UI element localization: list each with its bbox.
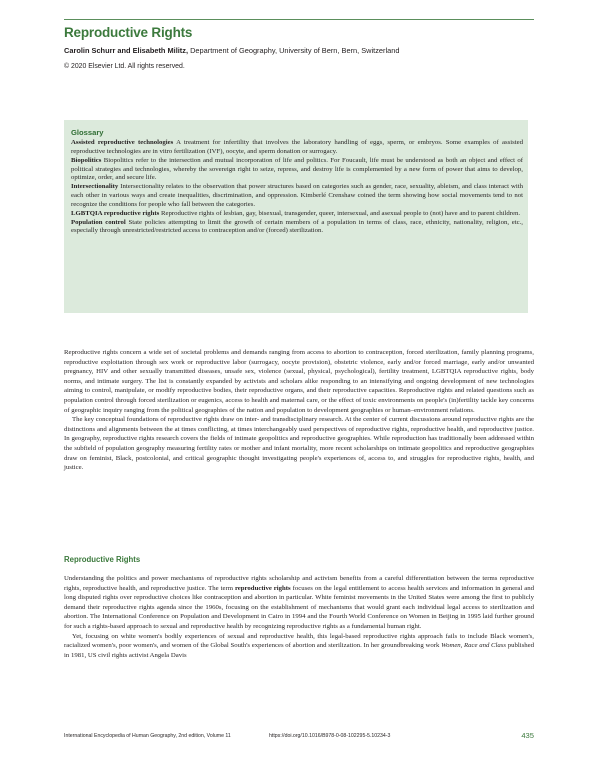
author-names: Carolin Schurr and Elisabeth Militz,: [64, 46, 189, 55]
glossary-term: Intersectionality: [71, 183, 119, 191]
glossary-term: Assisted reproductive technologies: [71, 139, 174, 146]
footer-journal: International Encyclopedia of Human Geography, 2nd edition, Volume 11: [64, 733, 231, 739]
glossary-box: [64, 120, 528, 313]
page-number: 435: [521, 731, 534, 740]
glossary-term: Population control: [71, 218, 126, 226]
top-rule: [64, 19, 534, 20]
section-p1-start: Understanding the politics and power mechanisms of reproductive rights scholarship and activism benefits from a careful differentiation between the terms reproductive rights, reproductive health, and reproductive justice. The term: [64, 575, 534, 592]
affiliation: Department of Geography, University of Bern, Bern, Switzerland: [188, 46, 400, 55]
section-text: [64, 574, 534, 660]
glossary-definition: Biopolitics refer to the intersection and mutual incorporation of life and politics. For Foucault, life must be understood as both an object and effect of political strategies and technologies, whereby the sovereign right to seize, repress, and destroy life is complemented by a new form of power that aims to develop, optimize, order, and secure life.: [71, 156, 523, 182]
glossary-definition: Intersectionality relates to the observation that power structures based on categories such as gender, race, sexuality, ableism, and class interact with each other in various ways and create inequalities, discrimination, and oppression. Kimberlé Crenshaw coined the term showing how social movements tend to not recognize the conditions for people who fall between the categories.: [71, 183, 523, 208]
intro-paragraph-1: Reproductive rights concern a wide set of societal problems and demands ranging from access to abortion to contraception, forced sterilization, family planning programs, reproductive exploitation through sex work or reproductive labor (surrogacy, oocyte provision), obstetric violence, early and/or forced marriage, early and/or unwanted pregnancy, HIV and other sexually transmitted diseases, unsafe sex, violence (sexual, physical, psychological), fertility treatment, LGBTQIA reproductive rights, body norms, and intimate surgery. The list is constantly expanded by activists and scholars alike responding to an intensifying and ongoing development of new technologies aiming to control, manipulate, or modify reproductive bodies, their reproductive organs, and their reproductive capacities. Reproductive rights and related questions such as population control through forced sterilization or eugenics, access to health and maternal care, or the effect of toxic environments on people's (in)fertility tackle key concerns of geographic inquiry ranging from the political geographies of the nation and population to development geographies or human–environment relations.: [64, 349, 534, 414]
section-p2-end: published in 1981, US civil rights activist Angela Davis: [64, 642, 534, 659]
glossary-term: Biopolitics: [71, 156, 102, 164]
section-p1-end: focuses on the legal entitlement to access health services and information in general and long disputed rights over reproductive choices like contraception and abortion in particular. White feminist movements in the United States were among the first to publicly demand their reproductive rights agenda since the 1960s, focusing on the establishment of mechanisms that would grant each individual legal access to sterilization and abortion. The International Conference on Population and Development in Cairo in 1994 and the Fourth World Conference on Women in Beijing in 1995 laid further ground for such a rights-based approach to sexual and reproductive health by recognizing reproductive rights as a fundamental human right.: [64, 584, 534, 630]
section-p2-start: Yet, focusing on white women's bodily experiences of sexual and reproductive health, this legal-based reproductive rights approach fails to include Black women's, racialized women's, poor women's, and women of the Global South's experiences of abortion and sterilization. In her groundbreaking work: [64, 632, 534, 650]
section-heading: Reproductive Rights: [64, 555, 141, 564]
section-paragraph-1: [64, 574, 534, 632]
section-p1-term: reproductive rights: [234, 584, 291, 592]
glossary-definition: Reproductive rights of lesbian, gay, bisexual, transgender, queer, intersexual, and asexual people to (not) have and to parent children.: [159, 209, 521, 217]
authors-line: [64, 46, 399, 55]
glossary-definition: State policies attempting to limit the growth of certain members of a population in terms of class, race, ethnicity, nationality, religion, etc., especially through unrestricted/restricted access to contraception and/or (forced) sterilization.: [71, 218, 523, 235]
page-title: Reproductive Rights: [64, 25, 193, 40]
intro-paragraph-2: The key conceptual foundations of reproductive rights draw on inter- and transdisciplinary research. At the center of current discussions around reproductive rights are the distinctions and alignments between the at times conflicting, at times interchangeably used perspectives of reproductive rights, reproductive health, and reproductive justice. In geography, reproductive rights research covers the fields of intimate geopolitics and reproductive geographies. While reproduction has traditionally been addressed within the subfield of population geography measuring fertility rates or mother and infant mortality, more recent scholarships on intimate geopolitics and reproductive geographies draw on feminist, Black, postcolonial, and critical geographic thought investigating people's experiences of, access to, and struggles for reproductive rights, health, and justice.: [64, 416, 534, 472]
glossary-entry: [71, 139, 523, 157]
glossary-entry: [71, 219, 523, 237]
glossary-entry: [71, 210, 523, 219]
intro-text: [64, 348, 534, 473]
book-title: Women, Race and Class: [441, 642, 507, 650]
glossary-entry: [71, 157, 523, 184]
glossary-definition: A treatment for infertility that involves the laboratory handling of eggs, sperm, or embryos. Some examples of assisted reproductive technologies are in vitro fertilization (IVF), oocyte, and sperm donation or surrogacy.: [71, 139, 524, 155]
glossary-title: Glossary: [71, 128, 104, 137]
glossary-entry: [71, 183, 523, 210]
footer-doi-link[interactable]: https://doi.org/10.1016/B978-0-08-102295-5.10234-3: [269, 733, 391, 739]
copyright-notice: © 2020 Elsevier Ltd. All rights reserved.: [64, 63, 185, 70]
section-paragraph-2: [64, 632, 534, 661]
glossary-term: LGBTQIA reproductive rights: [71, 209, 160, 217]
